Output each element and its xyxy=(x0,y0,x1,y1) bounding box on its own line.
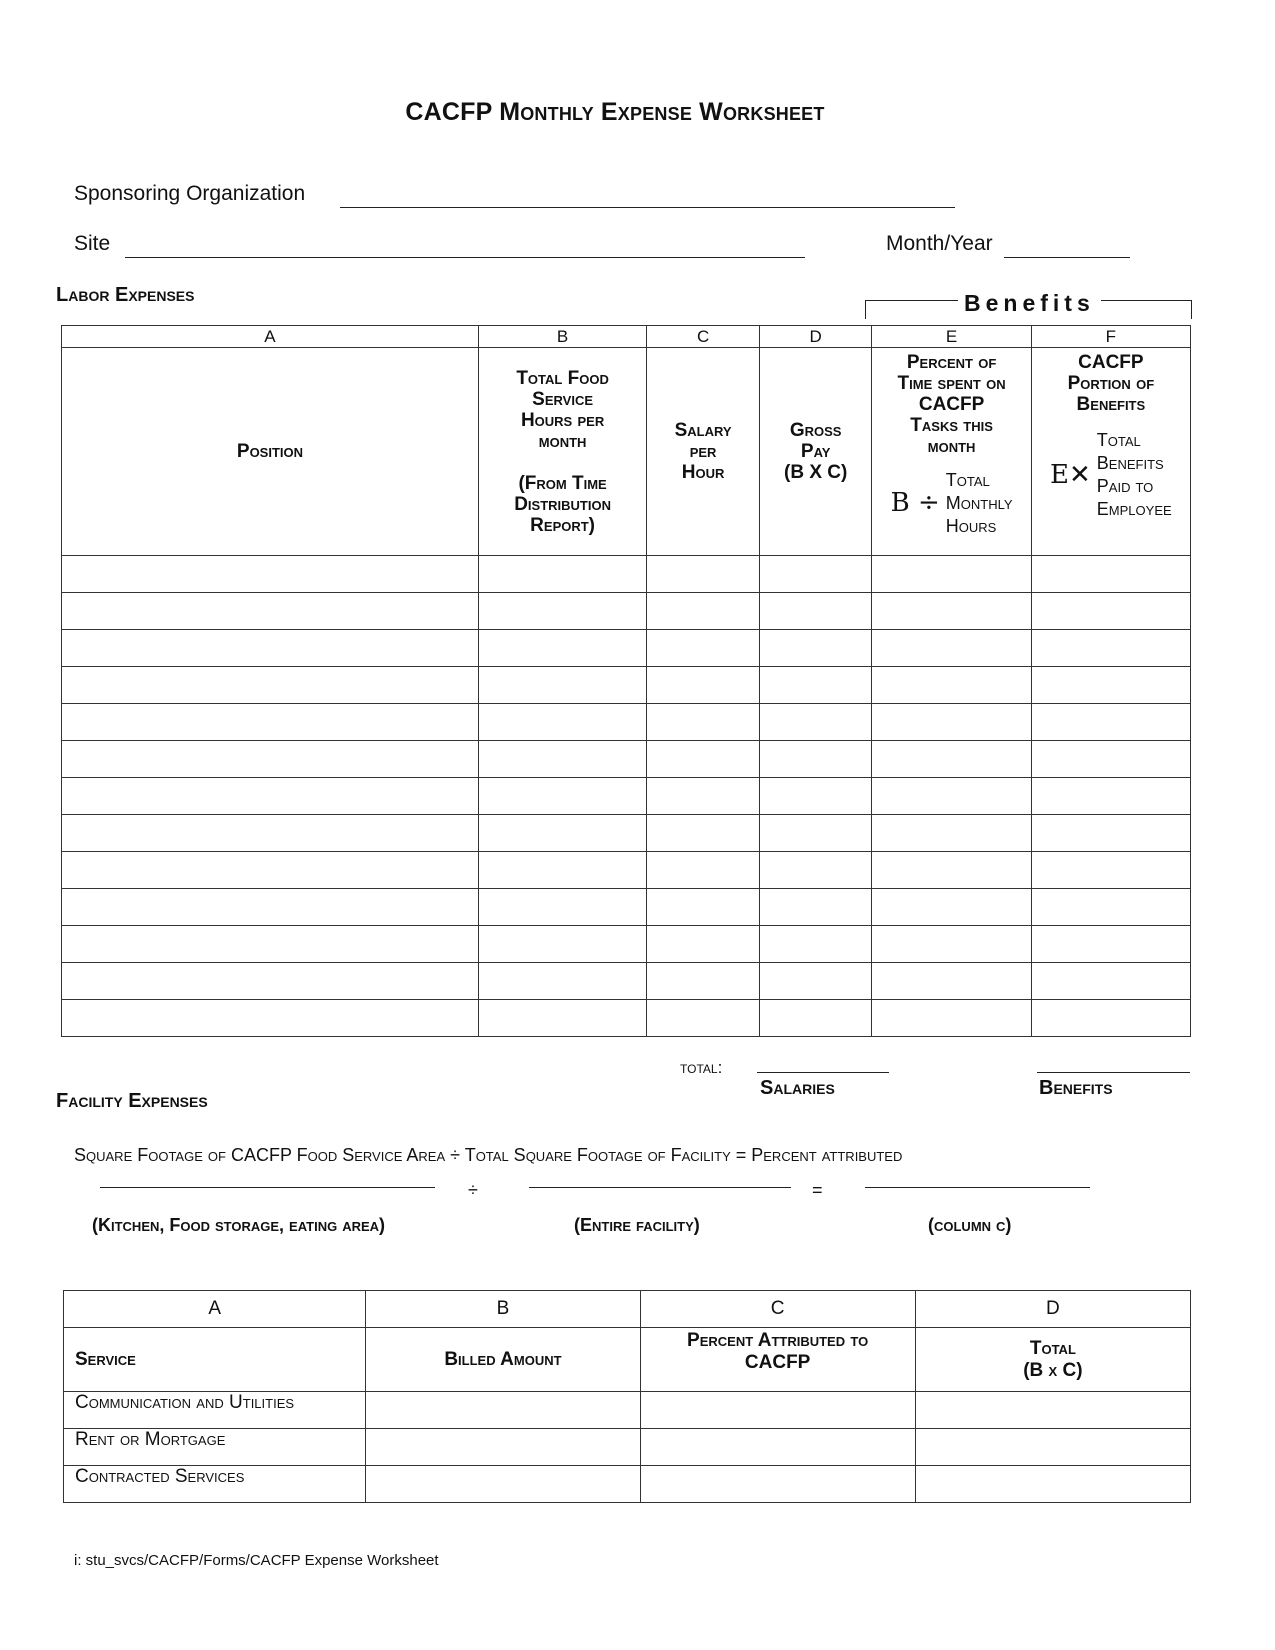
column-letter: C xyxy=(647,326,760,348)
divide-symbol: ÷ xyxy=(468,1180,478,1200)
gross-pay-cell[interactable] xyxy=(759,852,872,889)
header-line: (B X C) xyxy=(784,462,848,483)
gross-pay-cell[interactable] xyxy=(759,741,872,778)
salary-per-hour-cell[interactable] xyxy=(647,630,760,667)
column-letter: A xyxy=(62,326,479,348)
salary-per-hour-cell[interactable] xyxy=(647,593,760,630)
percent-attributed-cell[interactable] xyxy=(640,1392,915,1429)
header-line: month xyxy=(927,436,976,457)
position-cell[interactable] xyxy=(62,593,479,630)
percent-time-cell[interactable] xyxy=(872,778,1031,815)
cacfp-benefits-cell[interactable] xyxy=(1031,1000,1190,1037)
food-service-hours-cell[interactable] xyxy=(478,778,646,815)
header-line: Total Food xyxy=(516,367,609,389)
percent-attributed-cell[interactable] xyxy=(640,1466,915,1503)
salary-per-hour-cell[interactable] xyxy=(647,815,760,852)
position-cell[interactable] xyxy=(62,778,479,815)
f-formula-prefix: E✕ xyxy=(1050,459,1091,490)
table-row xyxy=(62,815,1191,852)
service-label: Communication and Utilities xyxy=(64,1392,366,1429)
total-cell[interactable] xyxy=(915,1466,1190,1503)
benefits-total-label: Benefits xyxy=(1039,1077,1113,1099)
percent-time-cell[interactable] xyxy=(872,963,1031,1000)
food-service-hours-cell[interactable] xyxy=(478,1000,646,1037)
food-service-hours-cell[interactable] xyxy=(478,926,646,963)
position-cell[interactable] xyxy=(62,815,479,852)
salary-per-hour-cell[interactable] xyxy=(647,667,760,704)
column-letter: B xyxy=(366,1291,640,1328)
position-cell[interactable] xyxy=(62,963,479,1000)
total-cell[interactable] xyxy=(915,1429,1190,1466)
food-service-hours-cell[interactable] xyxy=(478,963,646,1000)
month-year-field[interactable] xyxy=(1004,235,1130,258)
table-row xyxy=(62,1000,1191,1037)
header-line: Distribution xyxy=(514,493,611,515)
formula-line: Benefits xyxy=(1096,453,1164,473)
gross-pay-cell[interactable] xyxy=(759,667,872,704)
position-cell[interactable] xyxy=(62,667,479,704)
cacfp-benefits-cell[interactable] xyxy=(1031,852,1190,889)
benefits-group-label: Benefits xyxy=(958,290,1101,317)
percent-time-cell[interactable] xyxy=(872,630,1031,667)
food-service-hours-cell[interactable] xyxy=(478,667,646,704)
header-line: month xyxy=(538,430,587,452)
labor-column-letters xyxy=(62,326,1191,348)
header-line: CACFP xyxy=(918,394,985,415)
formula-line: Total xyxy=(945,470,990,490)
service-label: Rent or Mortgage xyxy=(64,1429,366,1466)
header-line: Total xyxy=(1029,1337,1076,1359)
kitchen-footage-field[interactable] xyxy=(100,1165,435,1188)
table-row xyxy=(62,741,1191,778)
labor-header-row xyxy=(62,348,1191,556)
labor-expense-table xyxy=(61,325,1191,1037)
gross-pay-cell[interactable] xyxy=(759,704,872,741)
header-line: Service xyxy=(532,388,594,410)
gross-pay-cell[interactable] xyxy=(759,1000,872,1037)
header-line: Benefits xyxy=(1076,394,1146,415)
total-cell[interactable] xyxy=(915,1392,1190,1429)
food-service-hours-cell[interactable] xyxy=(478,852,646,889)
percent-time-cell[interactable] xyxy=(872,815,1031,852)
table-row xyxy=(64,1392,1191,1429)
cacfp-benefits-cell[interactable] xyxy=(1031,556,1190,593)
table-row xyxy=(64,1429,1191,1466)
header-salary-per-hour xyxy=(647,348,760,556)
percent-attributed-field[interactable] xyxy=(865,1165,1090,1188)
position-cell[interactable] xyxy=(62,1000,479,1037)
header-total xyxy=(915,1328,1190,1392)
column-letter: D xyxy=(915,1291,1190,1328)
table-row xyxy=(62,630,1191,667)
header-line: Hours per xyxy=(520,409,605,431)
header-line: Report) xyxy=(530,514,596,536)
salary-per-hour-cell[interactable] xyxy=(647,852,760,889)
table-row xyxy=(64,1466,1191,1503)
salary-per-hour-cell[interactable] xyxy=(647,889,760,926)
column-letter: C xyxy=(640,1291,915,1328)
cacfp-benefits-cell[interactable] xyxy=(1031,963,1190,1000)
header-line: Percent of xyxy=(906,352,997,373)
header-line: Portion of xyxy=(1067,373,1155,394)
facility-column-letters xyxy=(64,1291,1191,1328)
header-line: Gross xyxy=(789,420,842,441)
gross-pay-cell[interactable] xyxy=(759,778,872,815)
table-row xyxy=(62,778,1191,815)
position-cell[interactable] xyxy=(62,556,479,593)
header-line: Pay xyxy=(800,441,831,462)
header-line: CACFP xyxy=(1078,352,1144,373)
percent-time-cell[interactable] xyxy=(872,667,1031,704)
site-label: Site xyxy=(74,232,111,255)
table-row xyxy=(62,926,1191,963)
table-row xyxy=(62,963,1191,1000)
column-letter: D xyxy=(759,326,872,348)
kitchen-caption: (Kitchen, Food storage, eating area) xyxy=(92,1215,386,1235)
header-line: Hour xyxy=(681,462,725,483)
percent-time-cell[interactable] xyxy=(872,556,1031,593)
table-row xyxy=(62,852,1191,889)
cacfp-benefits-cell[interactable] xyxy=(1031,593,1190,630)
gross-pay-cell[interactable] xyxy=(759,593,872,630)
cacfp-benefits-cell[interactable] xyxy=(1031,667,1190,704)
facility-footage-field[interactable] xyxy=(529,1165,791,1188)
cacfp-benefits-cell[interactable] xyxy=(1031,889,1190,926)
gross-pay-cell[interactable] xyxy=(759,556,872,593)
position-cell[interactable] xyxy=(62,926,479,963)
labor-section-title: Labor Expenses xyxy=(56,284,195,306)
salary-per-hour-cell[interactable] xyxy=(647,556,760,593)
e-formula-prefix: B ÷ xyxy=(890,488,940,518)
billed-amount-cell[interactable] xyxy=(366,1392,640,1429)
food-service-hours-cell[interactable] xyxy=(478,593,646,630)
position-cell[interactable] xyxy=(62,741,479,778)
sponsoring-org-label: Sponsoring Organization xyxy=(74,182,306,205)
formula-line: Paid to xyxy=(1096,476,1154,496)
header-gross-pay xyxy=(759,348,872,556)
food-service-hours-cell[interactable] xyxy=(478,815,646,852)
food-service-hours-cell[interactable] xyxy=(478,704,646,741)
site-field[interactable] xyxy=(125,235,805,258)
percent-time-cell[interactable] xyxy=(872,926,1031,963)
percent-time-cell[interactable] xyxy=(872,1000,1031,1037)
salary-per-hour-cell[interactable] xyxy=(647,741,760,778)
total-salaries-field[interactable] xyxy=(757,1050,889,1073)
percent-time-cell[interactable] xyxy=(872,741,1031,778)
table-row xyxy=(62,667,1191,704)
cacfp-benefits-cell[interactable] xyxy=(1031,778,1190,815)
table-row xyxy=(62,593,1191,630)
header-line: CACFP xyxy=(744,1352,811,1373)
equals-symbol: = xyxy=(812,1180,823,1200)
gross-pay-cell[interactable] xyxy=(759,815,872,852)
column-letter: A xyxy=(64,1291,366,1328)
header-line: Time spent on xyxy=(897,373,1006,394)
cacfp-benefits-cell[interactable] xyxy=(1031,704,1190,741)
gross-pay-cell[interactable] xyxy=(759,630,872,667)
food-service-hours-cell[interactable] xyxy=(478,630,646,667)
gross-pay-cell[interactable] xyxy=(759,889,872,926)
percent-time-cell[interactable] xyxy=(872,852,1031,889)
header-line: Tasks this xyxy=(910,415,993,436)
header-line: (From Time xyxy=(518,472,607,494)
formula-line: Hours xyxy=(945,516,997,536)
header-line: per xyxy=(689,441,717,462)
percent-time-cell[interactable] xyxy=(872,889,1031,926)
gross-pay-cell[interactable] xyxy=(759,963,872,1000)
percent-time-cell[interactable] xyxy=(872,704,1031,741)
formula-line: Employee xyxy=(1096,499,1172,519)
header-line: Percent Attributed to xyxy=(687,1330,869,1351)
service-label: Contracted Services xyxy=(64,1466,366,1503)
gross-pay-cell[interactable] xyxy=(759,926,872,963)
header-cacfp-portion-benefits xyxy=(1031,348,1190,556)
column-letter: F xyxy=(1031,326,1190,348)
percent-attributed-cell[interactable] xyxy=(640,1429,915,1466)
header-service: Service xyxy=(64,1328,366,1392)
cacfp-benefits-cell[interactable] xyxy=(1031,815,1190,852)
header-line: (B x C) xyxy=(1023,1359,1083,1381)
salary-per-hour-cell[interactable] xyxy=(647,1000,760,1037)
formula-line: Total xyxy=(1096,430,1141,450)
sponsoring-org-field[interactable] xyxy=(340,185,955,208)
footer-path: i: stu_svcs/CACFP/Forms/CACFP Expense Worksheet xyxy=(74,1552,439,1569)
total-benefits-field[interactable] xyxy=(1037,1050,1190,1073)
billed-amount-cell[interactable] xyxy=(366,1466,640,1503)
header-percent-attributed xyxy=(640,1328,915,1392)
salary-per-hour-cell[interactable] xyxy=(647,926,760,963)
position-cell[interactable] xyxy=(62,889,479,926)
table-row xyxy=(62,889,1191,926)
cacfp-benefits-cell[interactable] xyxy=(1031,741,1190,778)
header-percent-time-cacfp xyxy=(872,348,1031,556)
food-service-hours-cell[interactable] xyxy=(478,741,646,778)
column-letter: B xyxy=(478,326,646,348)
facility-formula: Square Footage of CACFP Food Service Area ÷ Total Square Footage of Facility = Percent attributed xyxy=(74,1145,903,1165)
header-line: Salary xyxy=(674,420,732,441)
salaries-label: Salaries xyxy=(760,1077,835,1099)
total-label: total: xyxy=(680,1058,723,1077)
facility-header-row xyxy=(64,1328,1191,1392)
percent-time-cell[interactable] xyxy=(872,593,1031,630)
entire-facility-caption: (Entire facility) xyxy=(574,1215,700,1235)
position-cell[interactable] xyxy=(62,704,479,741)
food-service-hours-cell[interactable] xyxy=(478,556,646,593)
column-letter: E xyxy=(872,326,1031,348)
header-position: Position xyxy=(62,348,479,556)
salary-per-hour-cell[interactable] xyxy=(647,963,760,1000)
table-row xyxy=(62,556,1191,593)
formula-line: Monthly xyxy=(945,493,1013,513)
facility-section-title: Facility Expenses xyxy=(56,1090,208,1112)
column-c-caption: (column c) xyxy=(928,1215,1012,1235)
salary-per-hour-cell[interactable] xyxy=(647,704,760,741)
header-total-food-service-hours xyxy=(478,348,646,556)
food-service-hours-cell[interactable] xyxy=(478,889,646,926)
table-row xyxy=(62,704,1191,741)
position-cell[interactable] xyxy=(62,852,479,889)
cacfp-benefits-cell[interactable] xyxy=(1031,630,1190,667)
salary-per-hour-cell[interactable] xyxy=(647,778,760,815)
billed-amount-cell[interactable] xyxy=(366,1429,640,1466)
position-cell[interactable] xyxy=(62,630,479,667)
month-year-label: Month/Year xyxy=(886,232,993,255)
facility-expense-table xyxy=(63,1290,1191,1503)
page-title: CACFP Monthly Expense Worksheet xyxy=(405,98,825,126)
cacfp-benefits-cell[interactable] xyxy=(1031,926,1190,963)
header-billed-amount: Billed Amount xyxy=(366,1328,640,1392)
